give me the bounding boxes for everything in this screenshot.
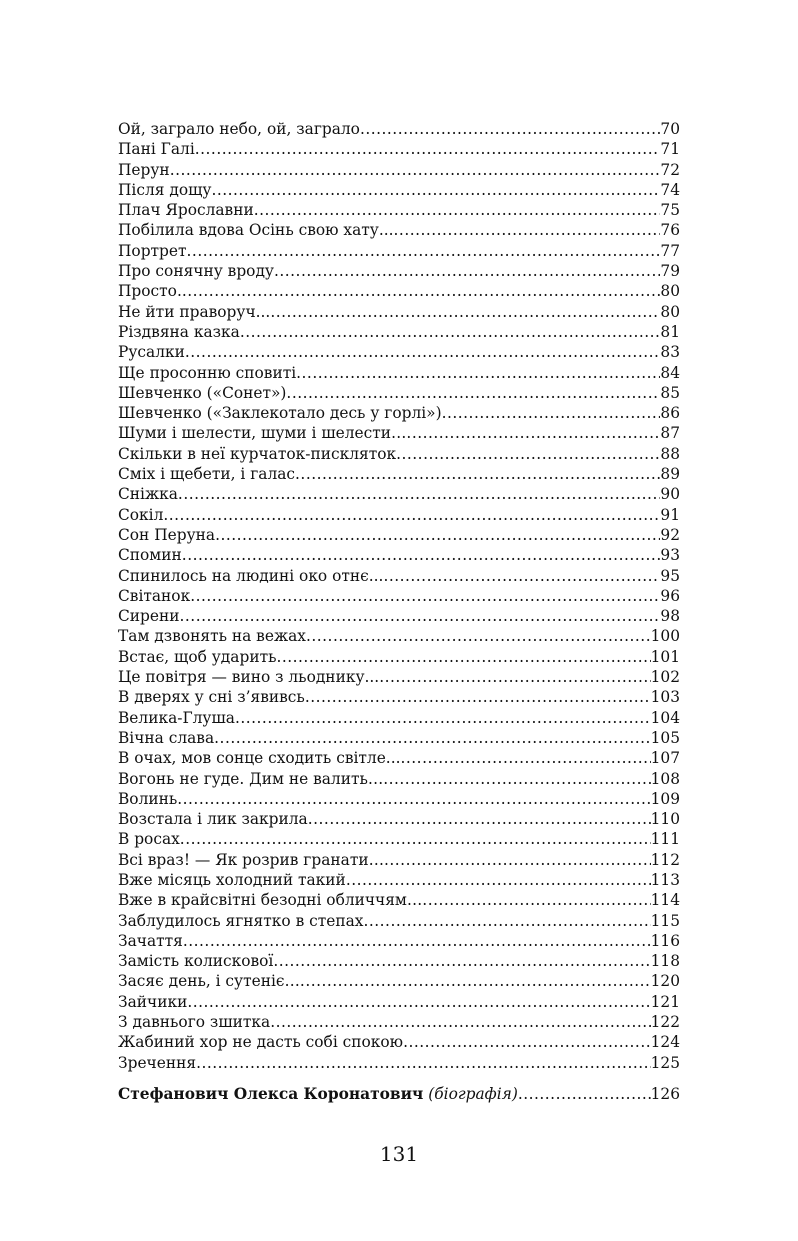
dot-leader bbox=[406, 423, 660, 443]
dot-leader bbox=[403, 1032, 651, 1052]
toc-entry-title: Шуми і шелести, шуми і шелести… bbox=[118, 424, 407, 443]
toc-entry-title: Там дзвонять на вежах bbox=[118, 627, 306, 646]
toc-entry bbox=[118, 241, 680, 261]
toc-entry-title: Різдвяна казка bbox=[118, 322, 240, 341]
toc-entry bbox=[118, 829, 680, 849]
toc-entry-page: 79 bbox=[660, 262, 680, 281]
dot-leader bbox=[214, 728, 650, 748]
toc-entry bbox=[118, 809, 680, 829]
dot-leader bbox=[384, 850, 651, 870]
dot-leader bbox=[215, 525, 660, 545]
toc-entry bbox=[118, 139, 680, 159]
toc-entry bbox=[118, 180, 680, 200]
toc-entry-title: Пані Галі bbox=[118, 140, 195, 159]
toc-entry bbox=[118, 403, 680, 423]
dot-leader bbox=[300, 971, 651, 991]
toc-entry bbox=[118, 363, 680, 383]
toc-entry-title: Встає, щоб ударить bbox=[118, 647, 277, 666]
toc-entry bbox=[118, 464, 680, 484]
toc-entry bbox=[118, 160, 680, 180]
toc-entry-page: 118 bbox=[650, 952, 680, 971]
toc-entry-page: 85 bbox=[660, 383, 680, 402]
toc-entry-title: Просто. bbox=[118, 282, 182, 301]
toc-entry-title: Шевченко («Заклекотало десь у горлі») bbox=[118, 404, 442, 423]
toc-entry-page: 75 bbox=[660, 201, 680, 220]
toc-entry bbox=[118, 890, 680, 910]
toc-entry-page: 108 bbox=[650, 769, 680, 788]
toc-entry-title: Зачаття bbox=[118, 931, 183, 950]
biography-author-name: Стефанович Олекса Коронатович bbox=[118, 1085, 424, 1103]
toc-entry-title: Жабиний хор не дасть собі спокою bbox=[118, 1033, 404, 1052]
toc-entry bbox=[118, 1012, 680, 1032]
toc-entry-page: 101 bbox=[650, 647, 680, 666]
toc-entry bbox=[118, 606, 680, 626]
toc-entry bbox=[118, 302, 680, 322]
dot-leader bbox=[170, 160, 661, 180]
dot-leader bbox=[442, 403, 661, 423]
dot-leader bbox=[182, 281, 661, 301]
toc-entry-page: 76 bbox=[660, 221, 680, 240]
biography-entry bbox=[118, 1084, 680, 1104]
toc-entry-title: В росах bbox=[118, 830, 180, 849]
toc-entry-page: 102 bbox=[650, 668, 680, 687]
toc-entry-page: 70 bbox=[660, 120, 680, 138]
toc-entry bbox=[118, 626, 680, 646]
toc-entry bbox=[118, 545, 680, 565]
toc-entry-title: Вже в крайсвітні безодні обличчям… bbox=[118, 891, 423, 910]
toc-entry-page: 98 bbox=[660, 607, 680, 626]
toc-entry bbox=[118, 525, 680, 545]
toc-entry bbox=[118, 484, 680, 504]
dot-leader bbox=[270, 1012, 650, 1032]
toc-entry bbox=[118, 220, 680, 240]
toc-entry-page: 122 bbox=[650, 1013, 680, 1032]
dot-leader bbox=[286, 383, 660, 403]
toc-entry-page: 96 bbox=[660, 586, 680, 605]
dot-leader bbox=[396, 444, 660, 464]
toc-entry-page: 90 bbox=[660, 485, 680, 504]
dot-leader bbox=[270, 302, 660, 322]
toc-entry bbox=[118, 261, 680, 281]
dot-leader bbox=[185, 342, 661, 362]
toc-entry bbox=[118, 850, 680, 870]
toc-entry-page: 84 bbox=[660, 363, 680, 382]
toc-entry-page: 92 bbox=[660, 525, 680, 544]
toc-entry bbox=[118, 1053, 680, 1073]
dot-leader bbox=[180, 606, 661, 626]
dot-leader bbox=[183, 931, 651, 951]
dot-leader bbox=[190, 586, 660, 606]
toc-entry bbox=[118, 423, 680, 443]
toc-entry bbox=[118, 687, 680, 707]
dot-leader bbox=[518, 1084, 651, 1104]
toc-entry-page: 89 bbox=[660, 465, 680, 484]
dot-leader bbox=[305, 687, 651, 707]
toc-entry-page: 120 bbox=[650, 972, 680, 991]
toc-entry bbox=[118, 1032, 680, 1052]
dot-leader bbox=[178, 484, 660, 504]
toc-entry-title: В очах, мов сонце сходить світле... bbox=[118, 749, 401, 768]
toc-entry-page: 100 bbox=[650, 627, 680, 646]
dot-leader bbox=[177, 789, 650, 809]
toc-entry-title: Замість колискової bbox=[118, 952, 274, 971]
toc-entry bbox=[118, 667, 680, 687]
dot-leader bbox=[211, 180, 660, 200]
toc-entry bbox=[118, 708, 680, 728]
toc-entry bbox=[118, 931, 680, 951]
toc-entry bbox=[118, 322, 680, 342]
dot-leader bbox=[379, 667, 650, 687]
dot-leader bbox=[274, 261, 660, 281]
toc-entry-title: Сніжка bbox=[118, 485, 178, 504]
biography-page: 126 bbox=[650, 1085, 680, 1103]
dot-leader bbox=[295, 464, 660, 484]
toc-entry bbox=[118, 281, 680, 301]
dot-leader bbox=[254, 200, 661, 220]
toc-entry bbox=[118, 748, 680, 768]
toc-entry bbox=[118, 505, 680, 525]
toc-entry-page: 88 bbox=[660, 444, 680, 463]
dot-leader bbox=[235, 708, 651, 728]
toc-entry-page: 95 bbox=[660, 566, 680, 585]
toc-entry-page: 121 bbox=[650, 992, 680, 1011]
toc-entry bbox=[118, 971, 680, 991]
dot-leader bbox=[308, 809, 651, 829]
toc-entry-title: Світанок bbox=[118, 586, 191, 605]
dot-leader bbox=[163, 505, 660, 525]
toc-entry bbox=[118, 789, 680, 809]
toc-entry-title: Вічна слава bbox=[118, 728, 215, 747]
toc-entry bbox=[118, 444, 680, 464]
toc-entry-page: 124 bbox=[650, 1033, 680, 1052]
toc-entry bbox=[118, 870, 680, 890]
toc-entry-page: 86 bbox=[660, 404, 680, 423]
dot-leader bbox=[360, 119, 660, 139]
toc-entry-title: Спомин bbox=[118, 546, 182, 565]
toc-entry bbox=[118, 992, 680, 1012]
toc-entry-page: 83 bbox=[660, 343, 680, 362]
toc-entry-page: 91 bbox=[660, 505, 680, 524]
toc-entry-title: Зайчики bbox=[118, 992, 188, 1011]
toc-entry-title: Спинилось на людині око отнє... bbox=[118, 566, 384, 585]
toc-entry-page: 103 bbox=[650, 688, 680, 707]
toc-entry-page: 93 bbox=[660, 546, 680, 565]
toc-entry-page: 109 bbox=[650, 789, 680, 808]
toc-entry-title: Велика-Глуша bbox=[118, 708, 235, 727]
toc-entry-page: 113 bbox=[650, 870, 680, 889]
dot-leader bbox=[306, 626, 651, 646]
biography-note: (біографія) bbox=[428, 1085, 518, 1103]
dot-leader bbox=[363, 911, 650, 931]
toc-entry bbox=[118, 586, 680, 606]
toc-entry-page: 114 bbox=[650, 891, 680, 910]
page-number: 131 bbox=[379, 1142, 419, 1166]
toc-entry bbox=[118, 647, 680, 667]
dot-leader bbox=[196, 1053, 651, 1073]
toc-entry-title: Вогонь не гуде. Дим не валить… bbox=[118, 769, 384, 788]
toc-entry-title: Возстала і лик закрила bbox=[118, 810, 308, 829]
toc-entry-page: 80 bbox=[660, 282, 680, 301]
toc-entry-page: 112 bbox=[650, 850, 680, 869]
dot-leader bbox=[195, 139, 661, 159]
toc-entry-page: 107 bbox=[650, 749, 680, 768]
toc-entry-page: 71 bbox=[660, 140, 680, 159]
dot-leader bbox=[187, 241, 661, 261]
table-of-contents bbox=[118, 119, 680, 1073]
dot-leader bbox=[422, 890, 650, 910]
toc-entry-page: 74 bbox=[660, 180, 680, 199]
dot-leader bbox=[273, 951, 650, 971]
toc-entry-title: Шевченко («Сонет») bbox=[118, 383, 287, 402]
dot-leader bbox=[187, 992, 650, 1012]
toc-entry-page: 72 bbox=[660, 160, 680, 179]
toc-entry bbox=[118, 769, 680, 789]
toc-entry bbox=[118, 951, 680, 971]
dot-leader bbox=[276, 647, 650, 667]
toc-entry-title: Не йти праворуч... bbox=[118, 302, 271, 321]
toc-entry-title: Зречення bbox=[118, 1053, 197, 1072]
toc-entry-title: Вже місяць холодний такий bbox=[118, 870, 346, 889]
toc-entry-title: Сон Перуна bbox=[118, 525, 216, 544]
dot-leader bbox=[383, 769, 650, 789]
dot-leader bbox=[296, 363, 660, 383]
toc-entry bbox=[118, 383, 680, 403]
toc-entry-title: В дверях у сні з’явивсь bbox=[118, 688, 305, 707]
toc-entry-title: Побілила вдова Осінь свою хату... bbox=[118, 221, 394, 240]
toc-entry bbox=[118, 566, 680, 586]
toc-entry-page: 104 bbox=[650, 708, 680, 727]
toc-entry bbox=[118, 911, 680, 931]
toc-entry-title: Ой, заграло небо, ой, заграло bbox=[118, 120, 360, 138]
toc-entry-page: 81 bbox=[660, 322, 680, 341]
toc-entry-title: Засяє день, і сутеніє… bbox=[118, 972, 300, 991]
toc-entry-page: 105 bbox=[650, 728, 680, 747]
toc-entry-title: Сміх і щебети, і галас bbox=[118, 465, 296, 484]
toc-entry-title: Всі враз! — Як розрив гранати… bbox=[118, 850, 384, 869]
toc-entry-page: 77 bbox=[660, 241, 680, 260]
toc-entry bbox=[118, 119, 680, 139]
toc-entry bbox=[118, 728, 680, 748]
dot-leader bbox=[346, 870, 651, 890]
dot-leader bbox=[383, 566, 660, 586]
toc-entry-page: 111 bbox=[650, 830, 680, 849]
toc-entry bbox=[118, 342, 680, 362]
dot-leader bbox=[394, 220, 661, 240]
toc-entry-page: 125 bbox=[650, 1053, 680, 1072]
toc-entry-title: Русалки bbox=[118, 343, 185, 362]
toc-entry-title: Волинь bbox=[118, 789, 178, 808]
toc-entry-page: 80 bbox=[660, 302, 680, 321]
dot-leader bbox=[180, 829, 651, 849]
dot-leader bbox=[182, 545, 661, 565]
dot-leader bbox=[401, 748, 651, 768]
toc-entry-title: Заблудилось ягнятко в степах bbox=[118, 911, 364, 930]
toc-entry-title: Сокіл bbox=[118, 505, 164, 524]
toc-entry-title: Скільки в неї курчаток-пискляток bbox=[118, 444, 397, 463]
toc-entry-title: Перун bbox=[118, 160, 170, 179]
toc-entry-title: Це повітря — вино з льоднику... bbox=[118, 668, 380, 687]
toc-entry-title: Після дощу bbox=[118, 180, 212, 199]
toc-entry-page: 116 bbox=[650, 931, 680, 950]
dot-leader bbox=[240, 322, 661, 342]
toc-entry-page: 115 bbox=[650, 911, 680, 930]
toc-entry bbox=[118, 200, 680, 220]
toc-entry-title: Ще просонню сповиті bbox=[118, 363, 297, 382]
toc-entry-title: Портрет bbox=[118, 241, 187, 260]
toc-entry-title: Сирени bbox=[118, 607, 180, 626]
toc-entry-title: З давнього зшитка bbox=[118, 1013, 271, 1032]
toc-entry-page: 110 bbox=[650, 810, 680, 829]
toc-entry-title: Плач Ярославни bbox=[118, 201, 254, 220]
toc-entry-title: Про сонячну вроду bbox=[118, 262, 274, 281]
toc-entry-page: 87 bbox=[660, 424, 680, 443]
